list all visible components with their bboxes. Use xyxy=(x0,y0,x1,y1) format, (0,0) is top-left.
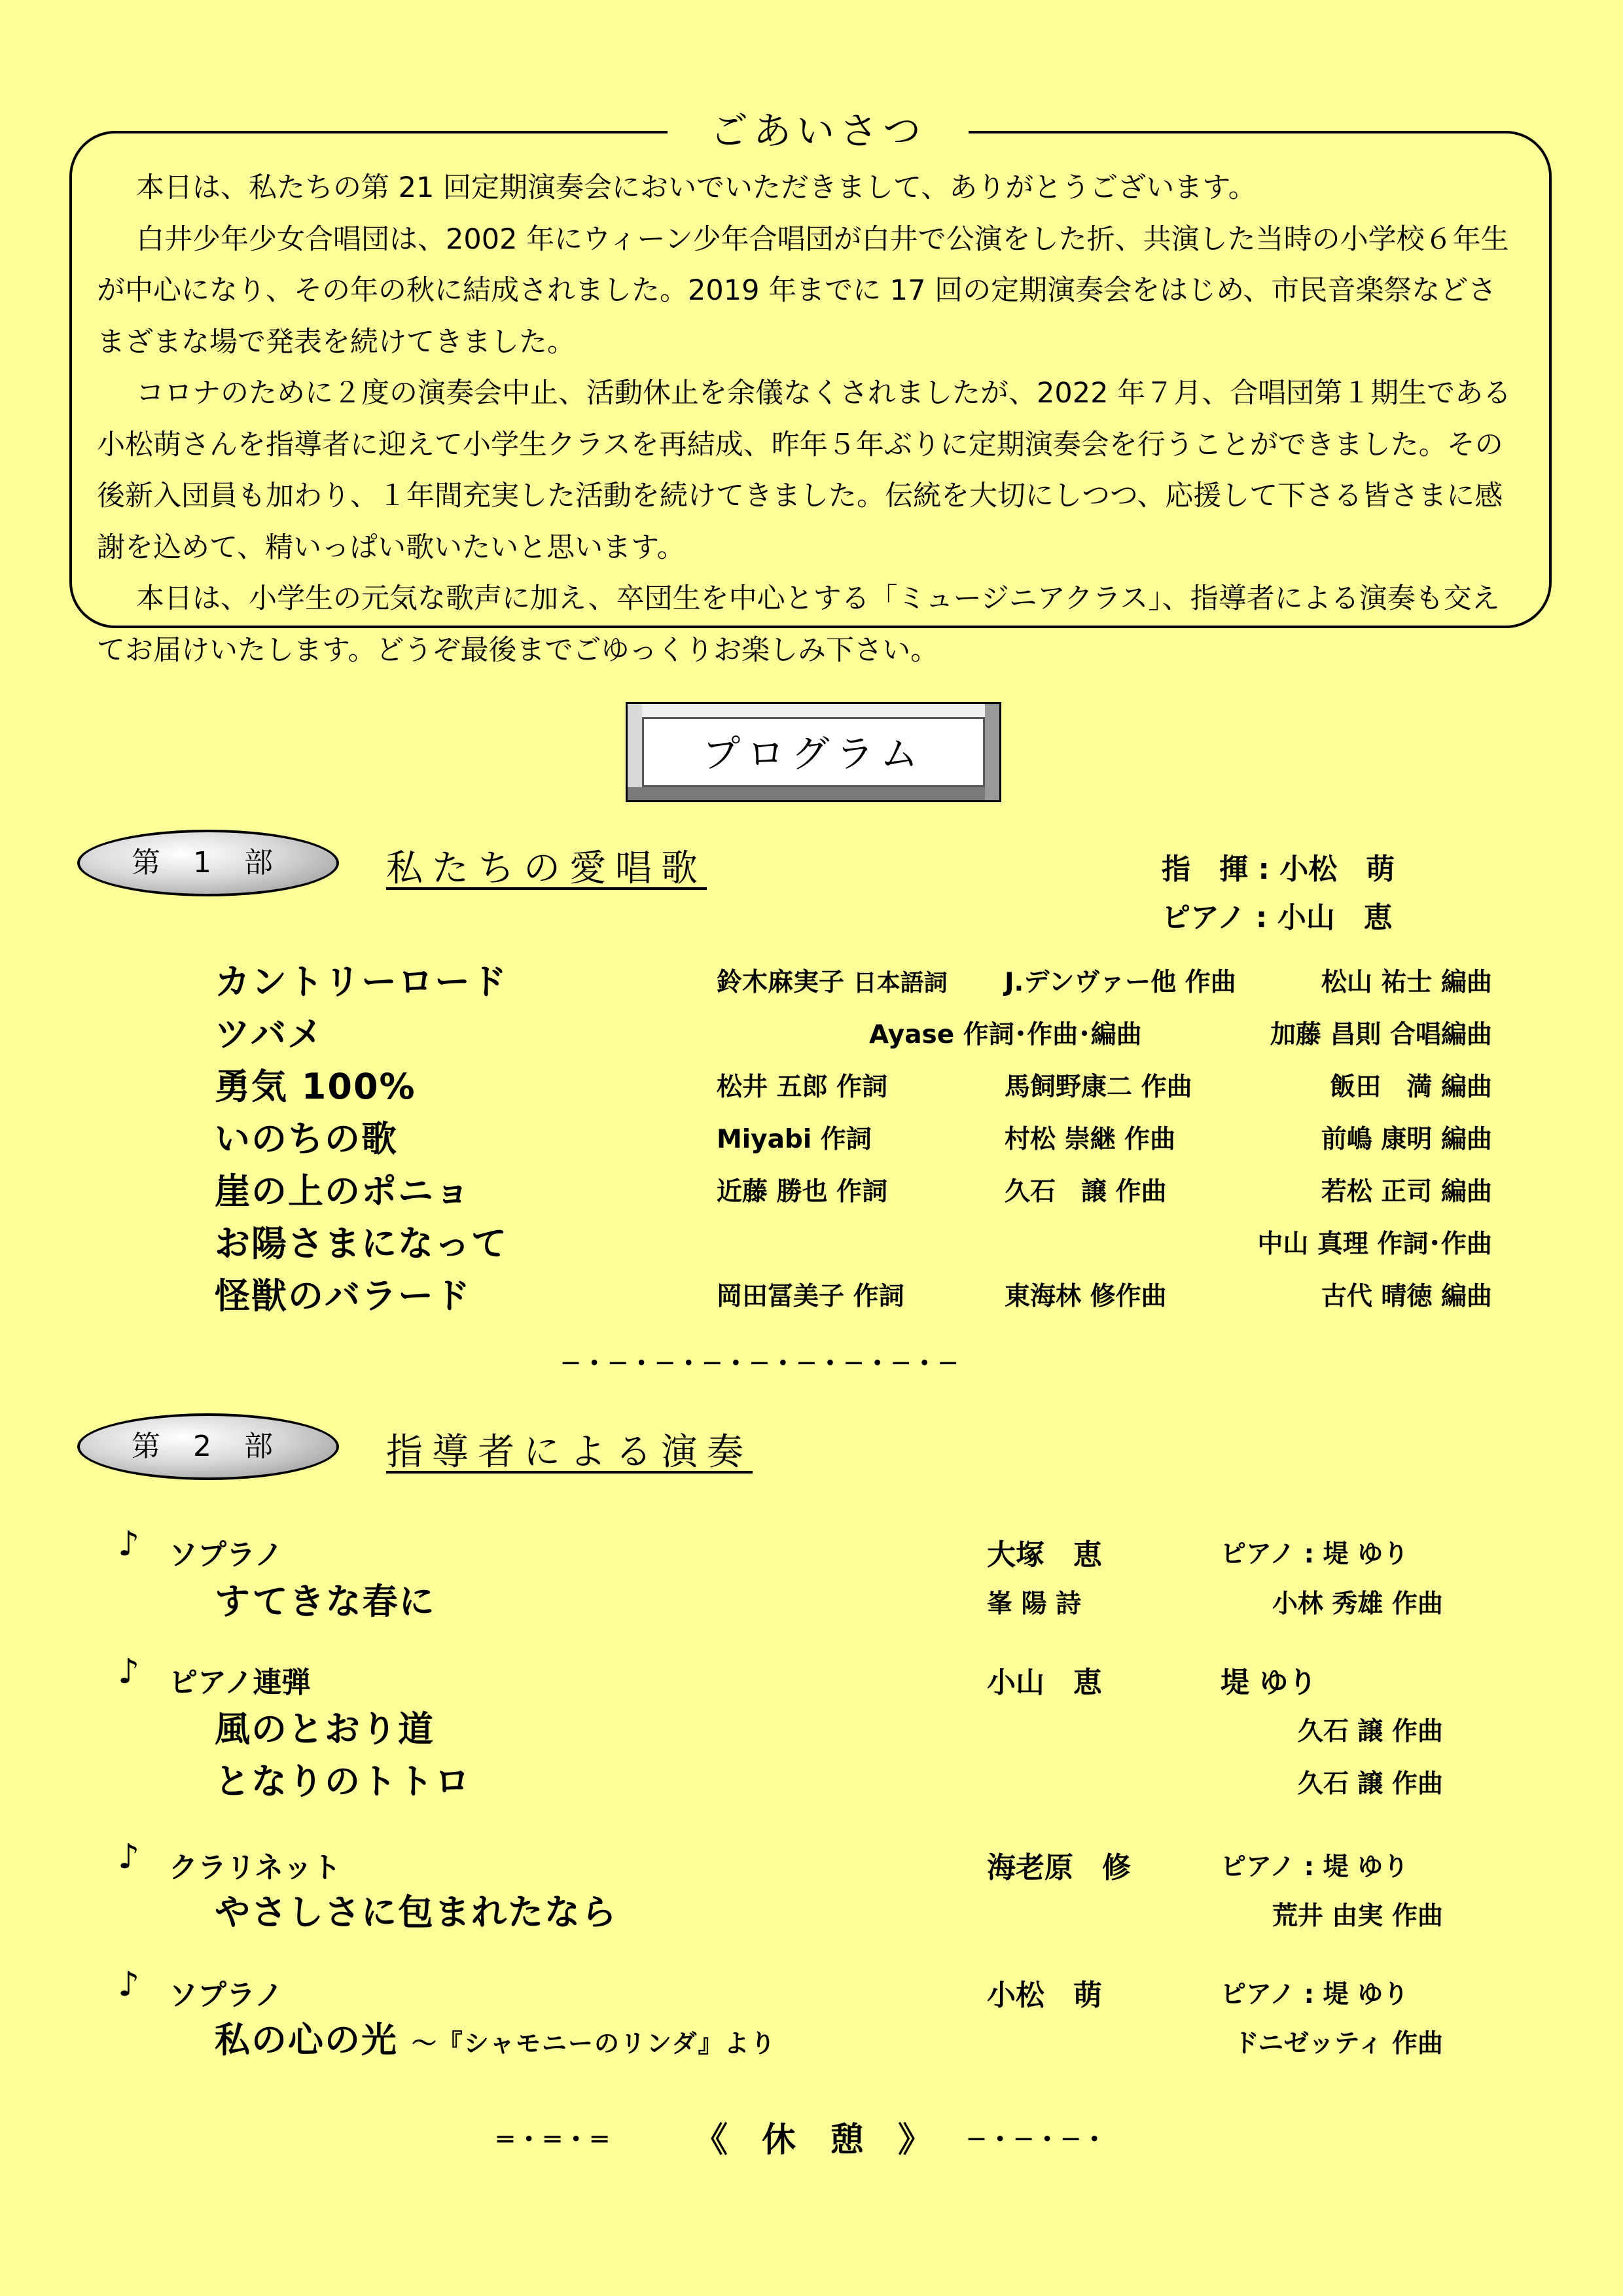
part1-conductor: 指 揮 : 小松 萌 xyxy=(1162,853,1395,886)
accompanist: ピアノ : 堤 ゆり xyxy=(1221,1540,1409,1569)
song-title: カントリーロード xyxy=(215,961,508,1002)
song-composer: 東海林 修作曲 xyxy=(1005,1282,1167,1311)
intermission-deco-left: ═・═・═ xyxy=(497,2125,611,2155)
greeting-body xyxy=(97,162,1524,676)
performer: 大塚 恵 xyxy=(987,1538,1102,1572)
song-composer: 村松 崇継 作曲 xyxy=(1005,1125,1176,1154)
piece-title: となりのトトロ xyxy=(215,1761,471,1802)
piece-subtitle: ～『シャモニーのリンダ』より xyxy=(411,2029,777,2058)
piece-title: 風のとおり道 xyxy=(215,1708,435,1750)
song-title: 崖の上のポニョ xyxy=(215,1171,471,1212)
song-composer: 久石 譲 作曲 xyxy=(1005,1177,1167,1207)
song-arranger: 若松 正司 編曲 xyxy=(1321,1177,1492,1207)
part2-title: 指導者による演奏 xyxy=(386,1431,753,1474)
music-note-icon: ♪ xyxy=(118,1965,140,2004)
performance-category: クラリネット xyxy=(169,1851,342,1884)
performer: 小山 恵 xyxy=(987,1666,1102,1699)
greeting-paragraph: 本日は、私たちの第 21 回定期演奏会においでいただきまして、ありがとうございます。 xyxy=(136,171,1257,204)
music-note-icon: ♪ xyxy=(118,1652,140,1691)
accompanist: ピアノ : 堤 ゆり xyxy=(1221,1852,1409,1882)
piece-title: 私の心の光 ～『シャモニーのリンダ』より xyxy=(215,2019,777,2060)
part1-separator: ─・─・─・─・─・─・─・─・─ xyxy=(563,1349,959,1379)
performance-category: ソプラノ xyxy=(169,1979,283,2012)
song-lyricist: 鈴木麻実子 日本語詞 xyxy=(717,968,948,997)
greeting-paragraph: 白井少年少女合唱団は、2002 年にウィーン少年合唱団が白井で公演をした折、共演した当時の小学校６年生が中心になり、その年の秋に結成されました。2019 年までに 17 回の定期演奏会をはじめ、市民音楽祭などさまざまな場で発表を続けてきました。 xyxy=(97,222,1509,359)
greeting-paragraph: コロナのために２度の演奏会中止、活動休止を余儀なくされましたが、2022 年７月、合唱団第１期生である小松萌さんを指導者に迎えて小学生クラスを再結成、昨年５年ぶりに定期演奏会を行うことができました。その後新入団員も加わり、１年間充実した活動を続けてきました。伝統を大切にしつつ、応援して下さる皆さまに感謝を込めて、精いっぱい歌いたいと思います。 xyxy=(97,377,1512,564)
music-note-icon: ♪ xyxy=(118,1525,140,1564)
song-lyricist: 近藤 勝也 作詞 xyxy=(717,1177,888,1207)
part1-badge: 第 1 部 xyxy=(77,830,339,896)
piece-title: すてきな春に xyxy=(215,1581,436,1622)
part2-badge: 第 2 部 xyxy=(77,1413,339,1480)
song-arranger: 松山 祐士 編曲 xyxy=(1321,968,1492,997)
accompanist: 堤 ゆり xyxy=(1221,1666,1317,1699)
song-lyricist: 岡田冨美子 作詞 xyxy=(717,1282,904,1311)
song-arranger: 加藤 昌則 合唱編曲 xyxy=(1270,1020,1492,1050)
song-composer: 馬飼野康二 作曲 xyxy=(1005,1072,1192,1102)
program-heading xyxy=(626,702,1001,802)
song-title: ツバメ xyxy=(215,1014,324,1055)
song-title: 怪獣のバラード xyxy=(215,1275,471,1316)
program-label: プログラム xyxy=(642,717,985,787)
song-lyricist: Miyabi 作詞 xyxy=(717,1125,872,1154)
performance-category: ピアノ連弾 xyxy=(169,1666,311,1699)
piece-credit: 小林 秀雄 作曲 xyxy=(1272,1589,1443,1619)
piece-credit: 久石 譲 作曲 xyxy=(1297,1769,1443,1799)
performance-category: ソプラノ xyxy=(169,1538,283,1572)
accompanist: ピアノ : 堤 ゆり xyxy=(1221,1980,1409,2009)
song-arranger: 前嶋 康明 編曲 xyxy=(1321,1125,1492,1154)
song-title: いのちの歌 xyxy=(215,1118,398,1159)
part1-pianist: ピアノ : 小山 恵 xyxy=(1162,901,1393,934)
song-lyricist: 松井 五郎 作詞 xyxy=(717,1072,888,1102)
performer: 小松 萌 xyxy=(987,1979,1102,2012)
song-arranger: 古代 晴徳 編曲 xyxy=(1321,1282,1492,1311)
piece-lyricist: 峯 陽 詩 xyxy=(987,1589,1082,1619)
piece-credit: 荒井 由実 作曲 xyxy=(1272,1901,1443,1931)
song-title: 勇気 100% xyxy=(215,1066,416,1107)
song-arranger: 飯田 満 編曲 xyxy=(1330,1072,1492,1102)
intermission-deco-right: ─・─・─・ xyxy=(969,2125,1111,2155)
song-credit: 中山 真理 作詞･作曲 xyxy=(1257,1229,1492,1259)
song-title: お陽さまになって xyxy=(215,1223,508,1264)
song-lyricist-role: 日本語詞 xyxy=(853,970,948,997)
intermission-label: 《 休 憩 》 xyxy=(694,2121,933,2160)
greeting-title: ごあいさつ xyxy=(668,98,969,164)
piece-credit: 久石 譲 作曲 xyxy=(1297,1717,1443,1746)
piece-credit: ドニゼッティ 作曲 xyxy=(1233,2029,1443,2058)
greeting-paragraph: 本日は、小学生の元気な歌声に加え、卒団生を中心とする「ミュージニアクラス」、指導者による演奏も交えてお届けいたします。どうぞ最後までごゆっくりお楽しみ下さい。 xyxy=(97,582,1500,667)
song-composer: Ayase 作詞･作曲･編曲 xyxy=(869,1020,1142,1050)
song-composer: J.デンヴァー他 作曲 xyxy=(1005,968,1236,997)
piece-title: やさしさに包まれたなら xyxy=(215,1892,618,1933)
part1-title: 私たちの愛唱歌 xyxy=(386,847,707,890)
music-note-icon: ♪ xyxy=(118,1837,140,1877)
performer: 海老原 修 xyxy=(987,1851,1131,1884)
